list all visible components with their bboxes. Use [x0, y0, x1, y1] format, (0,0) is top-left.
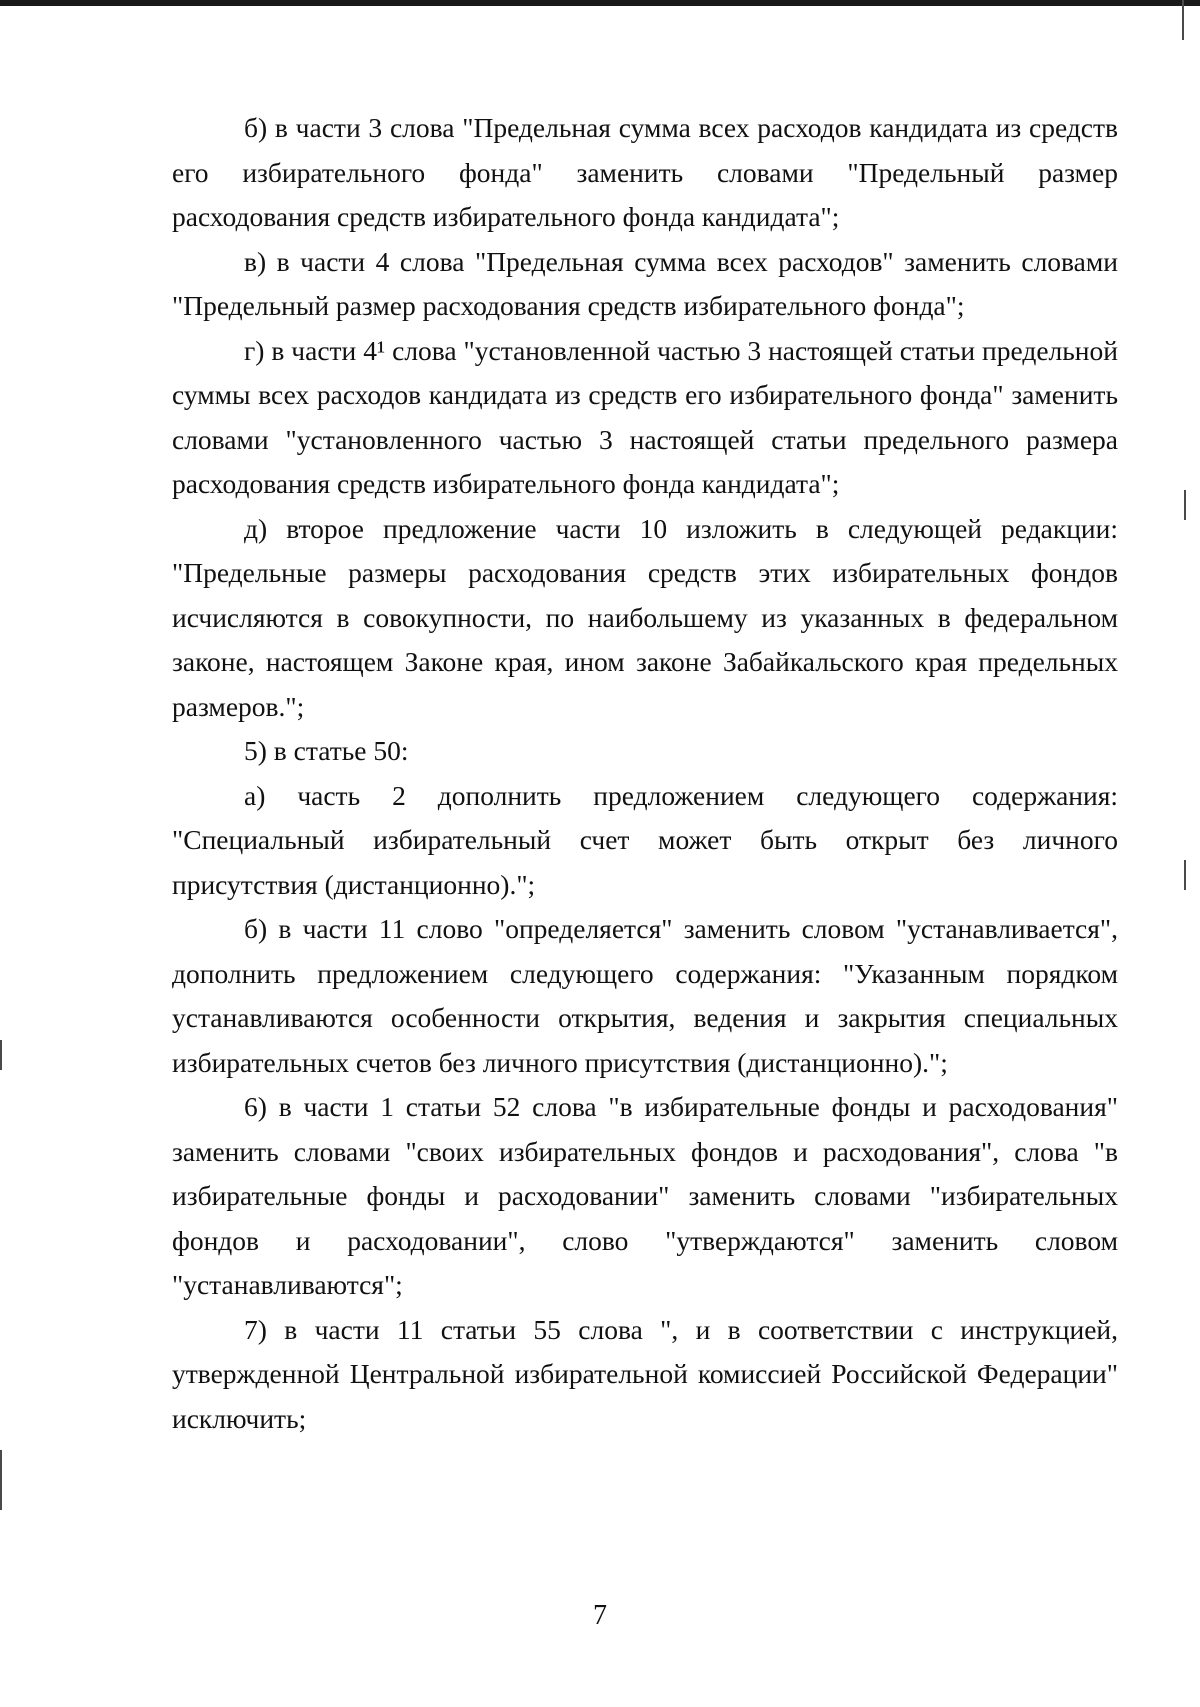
scan-top-border — [0, 0, 1200, 6]
paragraph-6: 6) в части 1 статьи 52 слова "в избирательные фонды и расходования" заменить словами "своих избирательных фондов и расходования", слова "в избирательные фонды и расходовании" заменить словами "избирательных фондов и расходовании", слово "утверждаются" заменить словом "устанавливаются"; — [172, 1091, 1118, 1300]
paragraph-3d: д) второе предложение части 10 изложить в следующей редакции: "Предельные размеры расходования средств этих избирательных фондов исчисляются в совокупности, по наибольшему из указанных в федеральном законе, настоящем Законе края, ином законе Забайкальского края предельных размеров."; — [172, 512, 1118, 722]
paragraph-5b: б) в части 11 слово "определяется" заменить словом "устанавливается", дополнить предложением следующего содержания: "Указанным порядком устанавливаются особенности открытия, ведения и закрытия специальных избирательных счетов без личного присутствия (дистанционно)."; — [172, 913, 1118, 1078]
document-body — [172, 106, 1118, 1441]
scan-edge-mark — [1184, 490, 1186, 520]
paragraph-3g: г) в части 4¹ слова "установленной частью 3 настоящей статьи предельной суммы всех расходов кандидата из средств его избирательного фонда" заменить словами "установленного частью 3 настоящей статьи предельного размера расходования средств избирательного фонда кандидата"; — [172, 334, 1118, 499]
scan-edge-mark — [0, 1040, 2, 1070]
paragraph-7: 7) в части 11 статьи 55 слова ", и в соответствии с инструкцией, утвержденной Центральной избирательной комиссией Российской Федерации" исключить; — [172, 1313, 1118, 1434]
paragraph-3v: в) в части 4 слова "Предельная сумма всех расходов" заменить словами "Предельный размер расходования средств избирательного фонда"; — [172, 245, 1118, 321]
paragraph-5: 5) в статье 50: — [244, 735, 409, 766]
scan-edge-mark — [1184, 860, 1186, 890]
paragraph-3b: б) в части 3 слова "Предельная сумма всех расходов кандидата из средств его избирательного фонда" заменить словами "Предельный размер расходования средств избирательного фонда кандидата"; — [172, 112, 1118, 232]
scan-edge-mark — [1182, 0, 1184, 40]
page-number: 7 — [593, 1600, 607, 1631]
paragraph-5a: а) часть 2 дополнить предложением следующего содержания: "Специальный избирательный счет может быть открыт без личного присутствия (дистанционно)."; — [172, 779, 1118, 900]
scan-edge-mark — [0, 1450, 2, 1510]
